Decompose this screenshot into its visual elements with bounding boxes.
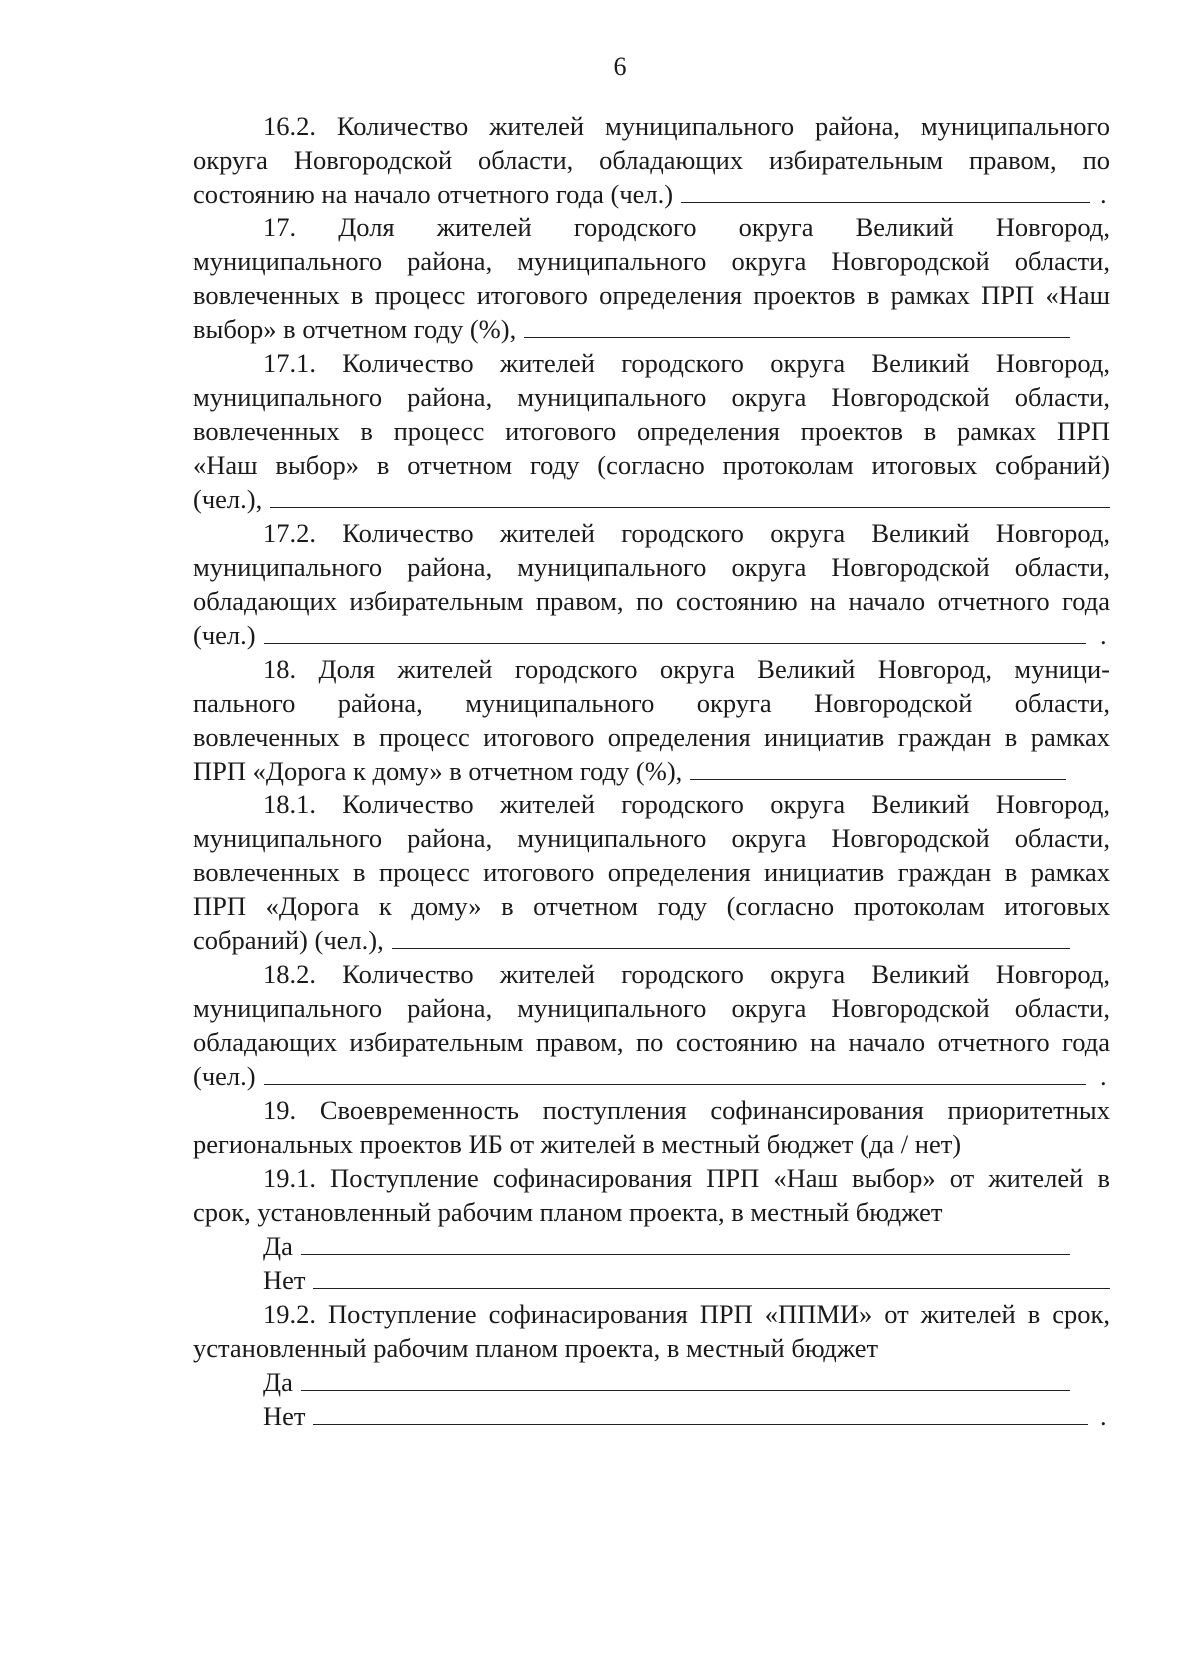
- item-16-2-blank[interactable]: [681, 201, 1090, 203]
- item-18-1-line-4: ПРП «Дорога к дому» в отчетном году (согласно протоколам итоговых: [193, 891, 1110, 921]
- item-17-2-end: .: [1100, 620, 1107, 650]
- item-19-2-yes-row: [263, 1365, 1110, 1399]
- item-19-line-2: региональных проектов ИБ от жителей в местный бюджет (да / нет): [193, 1129, 962, 1159]
- item-17-2-line-4: [193, 618, 1110, 652]
- page-number: 6: [613, 52, 627, 81]
- item-18-1-text: собраний) (чел.),: [193, 925, 384, 955]
- item-19-2-line-2: установленный рабочим планом проекта, в местный бюджет: [193, 1333, 879, 1363]
- item-19-line-1: 19. Своевременность поступления софинансирования приоритетных: [263, 1095, 1110, 1125]
- item-19-1-no-label: Нет: [263, 1265, 306, 1295]
- item-19-1-no-blank[interactable]: [313, 1287, 1110, 1289]
- item-18-text: ПРП «Дорога к дому» в отчетном году (%),: [193, 756, 683, 786]
- item-19-1-yes-row: [263, 1229, 1110, 1263]
- item-17-2-line-3: обладающих избирательным правом, по состоянию на начало отчетного года: [193, 586, 1110, 616]
- item-19-2-no-row: [263, 1399, 1110, 1433]
- item-17-line-2: муниципального района, муниципального округа Новгородской области,: [193, 246, 1110, 276]
- item-19-2-yes-blank[interactable]: [301, 1389, 1070, 1391]
- item-18-1-blank[interactable]: [392, 947, 1070, 949]
- item-17-1-line-3: вовлеченных в процесс итогового определения проектов в рамках ПРП: [193, 416, 1110, 446]
- item-17-text: выбор» в отчетном году (%),: [193, 314, 517, 344]
- item-18-line-2: пального района, муниципального округа Новгородской области,: [193, 688, 1110, 718]
- item-19-1-line-2: срок, установленный рабочим планом проекта, в местный бюджет: [193, 1197, 943, 1227]
- item-17-1-line-5: [193, 482, 1110, 516]
- item-18-line-4: [193, 754, 1110, 788]
- item-17-line-3: вовлеченных в процесс итогового определения проектов в рамках ПРП «Наш: [193, 280, 1110, 310]
- item-19-2-no-label: Нет: [263, 1401, 306, 1431]
- item-17-1-text: (чел.),: [193, 484, 263, 514]
- item-18-2-line-1: 18.2. Количество жителей городского округа Великий Новгород,: [263, 959, 1110, 989]
- item-16-2-line-2: округа Новгородской области, обладающих избирательным правом, по: [193, 145, 1110, 175]
- item-19-1-yes-blank[interactable]: [301, 1253, 1070, 1255]
- item-19-2-yes-label: Да: [263, 1367, 293, 1397]
- item-19-2-end: .: [1100, 1401, 1107, 1431]
- item-16-2-line-1: 16.2. Количество жителей муниципального района, муниципального: [263, 111, 1110, 141]
- item-17-1-blank[interactable]: [270, 506, 1110, 508]
- item-18-line-1: 18. Доля жителей городского округа Великий Новгород, муници-: [263, 654, 1110, 684]
- item-16-2-text: состоянию на начало отчетного года (чел.): [193, 179, 674, 209]
- item-19-2-no-blank[interactable]: [313, 1423, 1088, 1425]
- item-18-2-end: .: [1100, 1061, 1107, 1091]
- item-17-2-text: (чел.): [193, 620, 256, 650]
- item-18-2-line-3: обладающих избирательным правом, по состоянию на начало отчетного года: [193, 1027, 1110, 1057]
- item-17-1-line-1: 17.1. Количество жителей городского округа Великий Новгород,: [263, 348, 1110, 378]
- item-18-2-blank[interactable]: [264, 1083, 1086, 1085]
- item-18-1-line-5: [193, 923, 1110, 957]
- item-18-1-line-2: муниципального района, муниципального округа Новгородской области,: [193, 823, 1110, 853]
- item-18-2-text: (чел.): [193, 1061, 256, 1091]
- item-17-1-line-4: «Наш выбор» в отчетном году (согласно протоколам итоговых собраний): [193, 450, 1110, 480]
- item-17-2-blank[interactable]: [264, 642, 1086, 644]
- item-18-2-line-4: [193, 1059, 1110, 1093]
- item-17-blank[interactable]: [524, 336, 1070, 338]
- item-17-line-4: [193, 312, 1110, 346]
- item-17-2-line-2: муниципального района, муниципального округа Новгородской области,: [193, 552, 1110, 582]
- item-19-2-line-1: 19.2. Поступление софинасирования ПРП «ППМИ» от жителей в срок,: [263, 1299, 1110, 1329]
- item-16-2-end: .: [1100, 179, 1107, 209]
- item-19-1-line-1: 19.1. Поступление софинасирования ПРП «Наш выбор» от жителей в: [263, 1163, 1110, 1193]
- item-18-1-line-1: 18.1. Количество жителей городского округа Великий Новгород,: [263, 789, 1110, 819]
- item-18-2-line-2: муниципального района, муниципального округа Новгородской области,: [193, 993, 1110, 1023]
- item-17-1-line-2: муниципального района, муниципального округа Новгородской области,: [193, 382, 1110, 412]
- item-18-blank[interactable]: [690, 778, 1066, 780]
- item-18-line-3: вовлеченных в процесс итогового определения инициатив граждан в рамках: [193, 722, 1110, 752]
- item-16-2-line-3: [193, 177, 1110, 211]
- item-19-1-no-row: [263, 1263, 1110, 1297]
- item-18-1-line-3: вовлеченных в процесс итогового определения инициатив граждан в рамках: [193, 857, 1110, 887]
- item-17-line-1: 17. Доля жителей городского округа Великий Новгород,: [263, 212, 1110, 242]
- item-19-1-yes-label: Да: [263, 1231, 293, 1261]
- item-17-2-line-1: 17.2. Количество жителей городского округа Великий Новгород,: [263, 518, 1110, 548]
